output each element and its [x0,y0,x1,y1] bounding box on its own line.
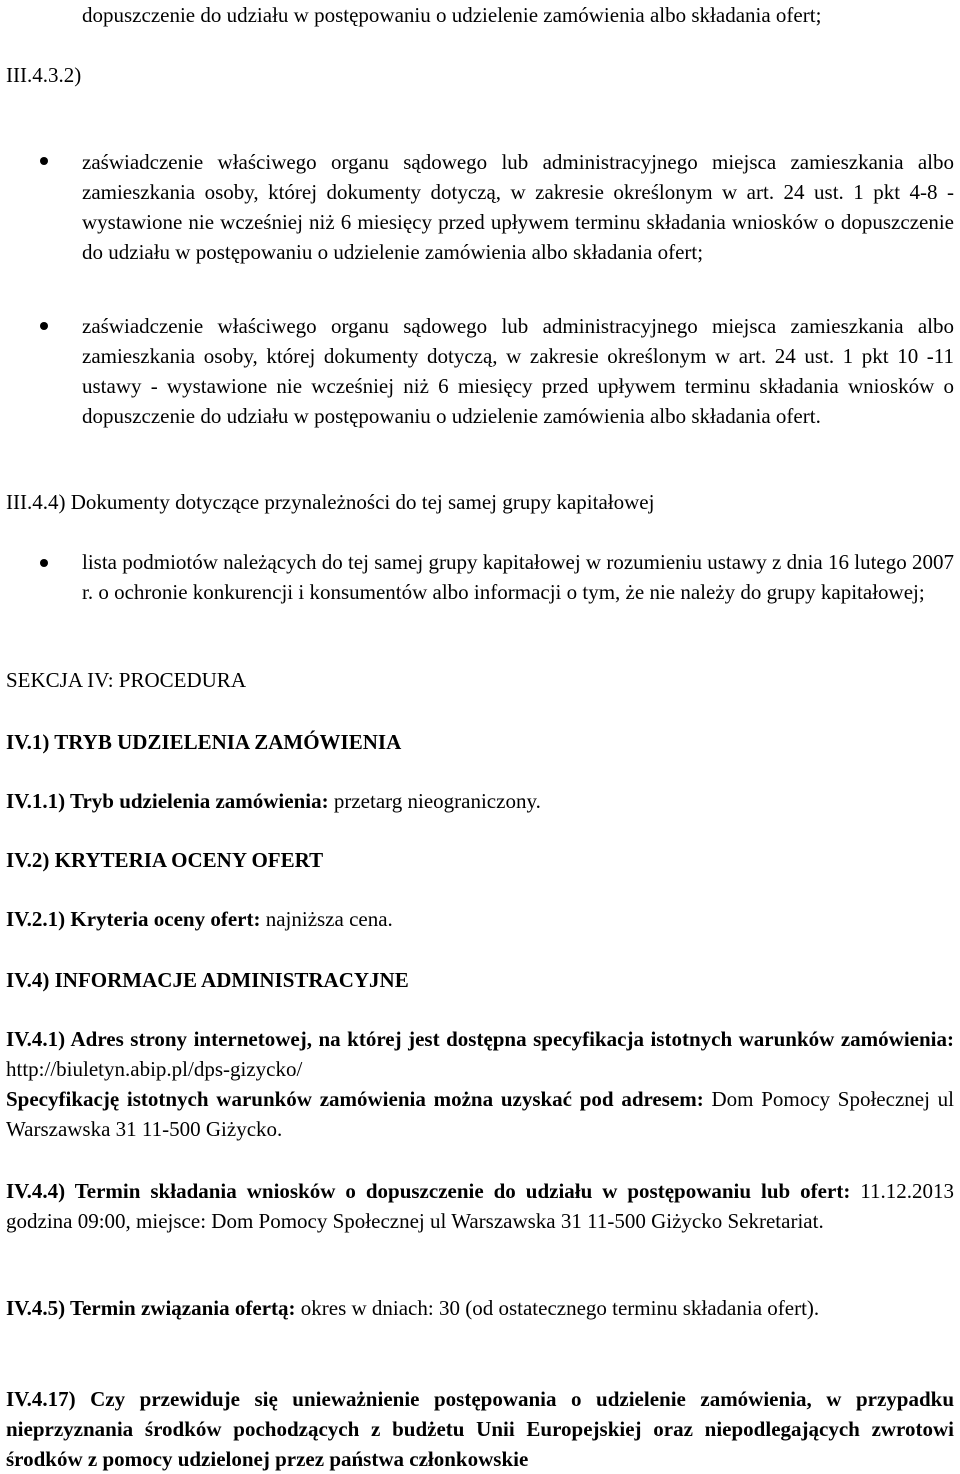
bullet-icon [40,559,48,567]
field-value: 11.12.2013 godzina 09:00, miejsce: Dom Pomocy Społecznej ul Warszawska 31 11-500 Giżycko Sekretariat. [6,1179,954,1233]
continuation-text: dopuszczenie do udziału w postępowaniu o udzielenie zamówienia albo składania ofert; [82,3,822,27]
section-title: SEKCJA IV: PROCEDURA [6,668,246,692]
field-IV-4-17: IV.4.17) Czy przewiduje się unieważnienie postępowania o udzielenie zamówienia, w przypadku nieprzyznania środków pochodzących z budżetu Unii Europejskiej oraz niepodlegających zwrotowi środków z pomocy udzielonej przez państwa członkowskie [6,1387,954,1471]
field-IV-4-5 [6,1293,954,1323]
field-label: IV.4.4) Termin składania wniosków o dopuszczenie do udziału w postępowaniu lub ofert: [6,1179,851,1203]
heading-IV-1: IV.1) TRYB UDZIELENIA ZAMÓWIENIA [6,730,402,754]
bullet-icon [40,322,48,330]
field-IV-1-1 [6,786,954,816]
field-IV-2-1 [6,904,954,934]
field-value: przetarg nieograniczony. [328,789,541,813]
field-IV-4-1 [6,1024,954,1144]
field-label: IV.1.1) Tryb udzielenia zamówienia: [6,789,329,813]
field-value: okres w dniach: 30 (od ostatecznego terminu składania ofert). [295,1296,820,1320]
field-IV-4-4 [6,1176,954,1236]
heading-III-4-3-2: III.4.3.2) [6,63,82,87]
heading-IV-4: IV.4) INFORMACJE ADMINISTRACYJNE [6,968,409,992]
list-item: zaświadczenie właściwego organu sądowego lub administracyjnego miejsca zamieszkania albo zamieszkania osoby, której dokumenty dotyczą, w zakresie określonym w art. 24 ust. 1 pkt 10 -11 ustawy - wystawione nie wcześniej niż 6 miesięcy przed upływem terminu składania wniosków o dopuszczenie do udziału w postępowaniu o udzielenie zamówienia albo składania ofert. [82,314,954,428]
list-item: zaświadczenie właściwego organu sądowego lub administracyjnego miejsca zamieszkania albo zamieszkania osoby, której dokumenty dotyczą, w zakresie określonym w art. 24 ust. 1 pkt 4-8 - wystawione nie wcześniej niż 6 miesięcy przed upływem terminu składania wniosków o dopuszczenie do udziału w postępowaniu o udzielenie zamówienia albo składania ofert; [82,150,954,264]
bullet-icon [40,157,48,165]
field-value: najniższa cena. [260,907,393,931]
field-label: IV.2.1) Kryteria oceny ofert: [6,907,261,931]
field-value-2: Dom Pomocy Społecznej ul Warszawska 31 11-500 Giżycko. [6,1087,954,1141]
field-label-2: Specyfikację istotnych warunków zamówienia można uzyskać pod adresem: [6,1087,704,1111]
heading-III-4-4: III.4.4) Dokumenty dotyczące przynależności do tej samej grupy kapitałowej [6,490,655,514]
field-label: IV.4.1) Adres strony internetowej, na której jest dostępna specyfikacja istotnych warunków zamówienia: [6,1027,954,1051]
list-item: lista podmiotów należących do tej samej grupy kapitałowej w rozumieniu ustawy z dnia 16 lutego 2007 r. o ochronie konkurencji i konsumentów albo informacji o tym, że nie należy do grupy kapitałowej; [82,550,954,604]
field-label: IV.4.5) Termin związania ofertą: [6,1296,296,1320]
heading-IV-2: IV.2) KRYTERIA OCENY OFERT [6,848,324,872]
url-value: http://biuletyn.abip.pl/dps-gizycko/ [6,1057,303,1081]
